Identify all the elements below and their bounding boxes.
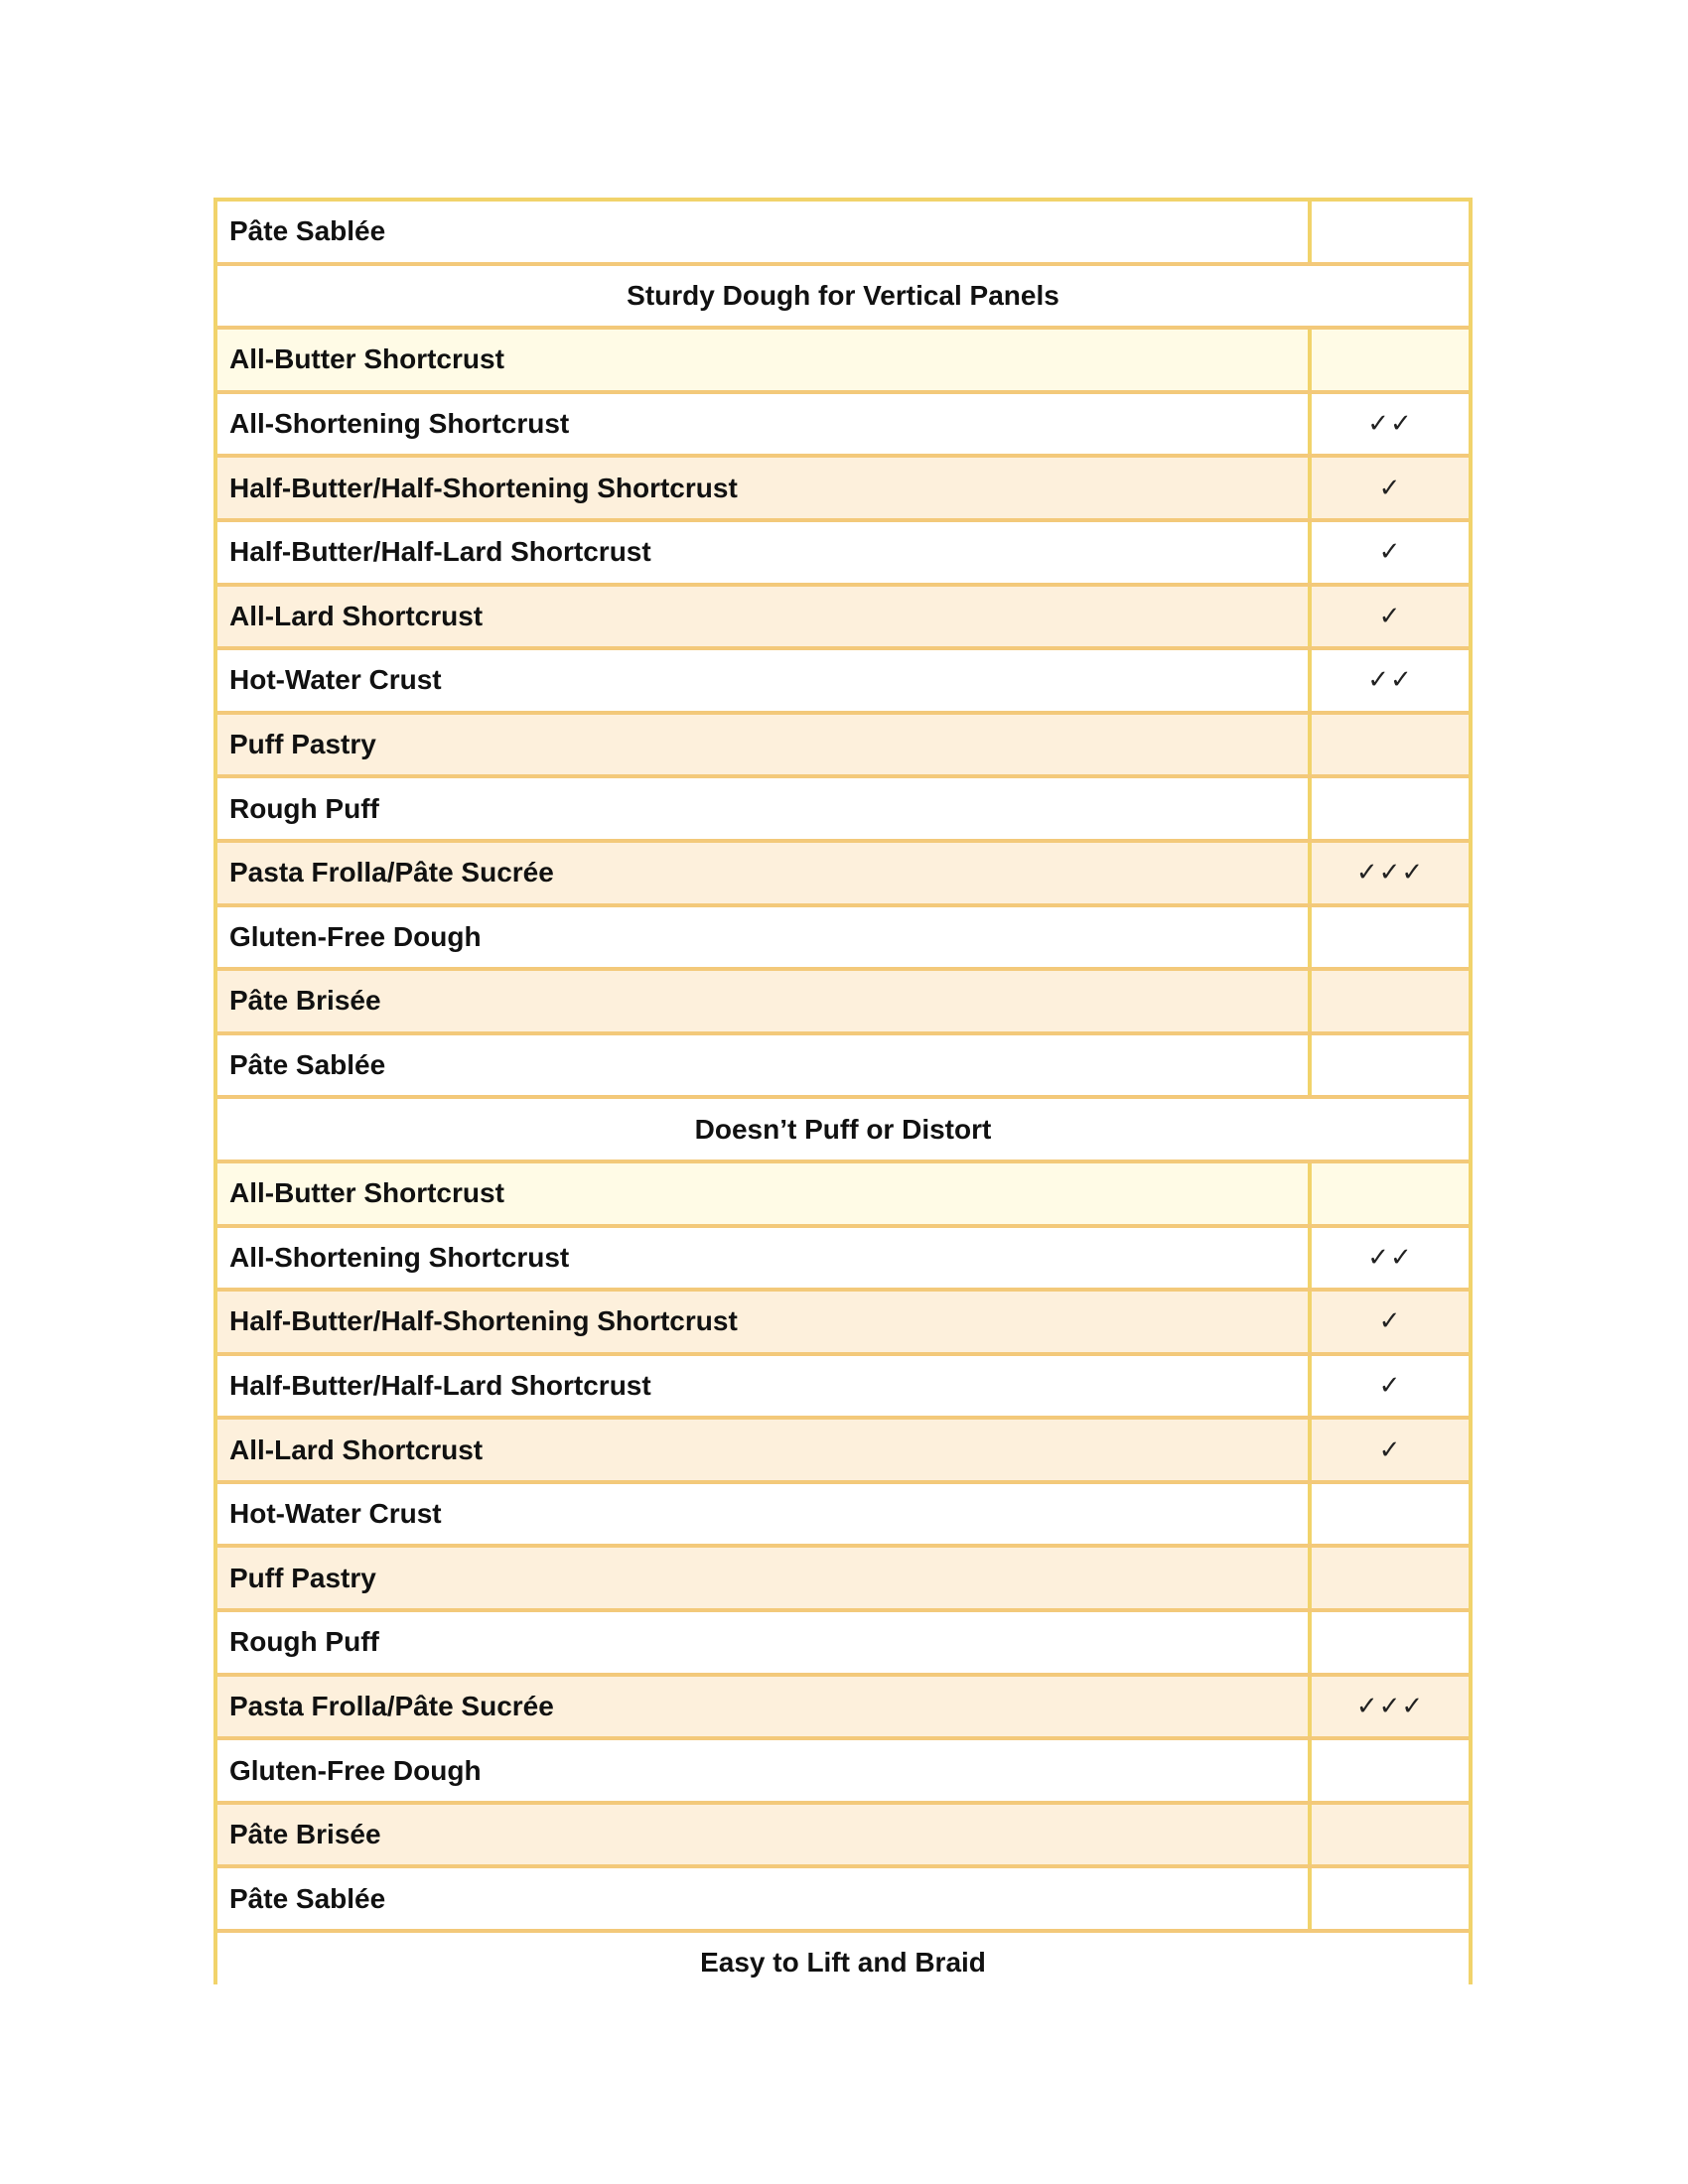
rating-checkmark-cell xyxy=(1312,715,1469,775)
dough-comparison-table-wrapper xyxy=(213,198,1473,1984)
table-row xyxy=(217,1740,1469,1805)
dough-name-cell: All-Shortening Shortcrust xyxy=(217,1228,1312,1289)
table-row xyxy=(217,1868,1469,1933)
dough-name-cell: Gluten-Free Dough xyxy=(217,907,1312,968)
section-header-title: Doesn’t Puff or Distort xyxy=(694,1113,992,1145)
rating-checkmark-cell: ✓ xyxy=(1378,537,1402,568)
table-row xyxy=(217,522,1469,587)
table-row xyxy=(217,1420,1469,1484)
rating-checkmark-cell: ✓✓ xyxy=(1367,665,1413,696)
table-row xyxy=(217,202,1469,266)
table-row xyxy=(217,715,1469,779)
rating-checkmark-cell: ✓✓✓ xyxy=(1355,858,1425,888)
rating-checkmark-cell xyxy=(1312,1035,1469,1096)
dough-name-cell: Half-Butter/Half-Lard Shortcrust xyxy=(217,1356,1312,1417)
dough-name-cell: Pasta Frolla/Pâte Sucrée xyxy=(217,843,1312,903)
dough-name-cell: Half-Butter/Half-Shortening Shortcrust xyxy=(217,1292,1312,1352)
dough-name-cell: Puff Pastry xyxy=(217,715,1312,775)
table-row xyxy=(217,1356,1469,1421)
table-row xyxy=(217,330,1469,394)
dough-name-cell: Hot-Water Crust xyxy=(217,650,1312,711)
rating-checkmark-cell xyxy=(1312,1612,1469,1673)
dough-name-cell: All-Butter Shortcrust xyxy=(217,1163,1312,1224)
dough-name-cell: All-Shortening Shortcrust xyxy=(217,394,1312,455)
rating-checkmark-cell xyxy=(1312,907,1469,968)
table-row xyxy=(217,1677,1469,1741)
section-header-row xyxy=(217,1933,1469,1984)
dough-comparison-table xyxy=(213,198,1473,1984)
rating-checkmark-cell xyxy=(1312,1163,1469,1224)
section-header-title: Sturdy Dough for Vertical Panels xyxy=(627,279,1059,311)
table-row xyxy=(217,458,1469,522)
table-row xyxy=(217,843,1469,907)
table-row xyxy=(217,394,1469,459)
dough-name-cell: Pâte Sablée xyxy=(217,1035,1312,1096)
table-row xyxy=(217,778,1469,843)
dough-name-cell: Pasta Frolla/Pâte Sucrée xyxy=(217,1677,1312,1737)
dough-name-cell: Pâte Sablée xyxy=(217,1868,1312,1929)
dough-name-cell: Puff Pastry xyxy=(217,1548,1312,1608)
rating-checkmark-cell xyxy=(1312,202,1469,262)
rating-checkmark-cell xyxy=(1312,1484,1469,1545)
table-row xyxy=(217,971,1469,1035)
rating-checkmark-cell: ✓ xyxy=(1378,1306,1402,1337)
table-row xyxy=(217,1484,1469,1549)
table-row xyxy=(217,1805,1469,1869)
rating-checkmark-cell xyxy=(1312,778,1469,839)
table-row xyxy=(217,1548,1469,1612)
dough-name-cell: Rough Puff xyxy=(217,778,1312,839)
rating-checkmark-cell: ✓ xyxy=(1378,1434,1402,1465)
rating-checkmark-cell: ✓✓✓ xyxy=(1355,1691,1425,1721)
table-row xyxy=(217,650,1469,715)
rating-checkmark-cell: ✓ xyxy=(1378,601,1402,631)
table-row xyxy=(217,1228,1469,1293)
rating-checkmark-cell xyxy=(1312,330,1469,390)
dough-name-cell: Hot-Water Crust xyxy=(217,1484,1312,1545)
dough-name-cell: Pâte Brisée xyxy=(217,971,1312,1031)
rating-checkmark-cell xyxy=(1312,1740,1469,1801)
dough-name-cell: Pâte Brisée xyxy=(217,1805,1312,1865)
dough-name-cell: All-Butter Shortcrust xyxy=(217,330,1312,390)
dough-name-cell: All-Lard Shortcrust xyxy=(217,587,1312,647)
table-row xyxy=(217,587,1469,651)
section-header-row xyxy=(217,1099,1469,1163)
section-header-row xyxy=(217,266,1469,331)
table-row xyxy=(217,907,1469,972)
rating-checkmark-cell xyxy=(1312,1548,1469,1608)
section-header-title: Easy to Lift and Braid xyxy=(700,1947,986,1979)
dough-name-cell: Gluten-Free Dough xyxy=(217,1740,1312,1801)
rating-checkmark-cell xyxy=(1312,1868,1469,1929)
dough-name-cell: Half-Butter/Half-Lard Shortcrust xyxy=(217,522,1312,583)
rating-checkmark-cell: ✓ xyxy=(1378,473,1402,503)
table-row xyxy=(217,1035,1469,1100)
rating-checkmark-cell xyxy=(1312,971,1469,1031)
table-row xyxy=(217,1612,1469,1677)
dough-name-cell: Half-Butter/Half-Shortening Shortcrust xyxy=(217,458,1312,518)
rating-checkmark-cell: ✓✓ xyxy=(1367,1242,1413,1273)
dough-name-cell: Pâte Sablée xyxy=(217,202,1312,262)
table-row xyxy=(217,1163,1469,1228)
rating-checkmark-cell xyxy=(1312,1805,1469,1865)
rating-checkmark-cell: ✓ xyxy=(1378,1370,1402,1401)
rating-checkmark-cell: ✓✓ xyxy=(1367,409,1413,440)
dough-name-cell: Rough Puff xyxy=(217,1612,1312,1673)
dough-name-cell: All-Lard Shortcrust xyxy=(217,1420,1312,1480)
table-row xyxy=(217,1292,1469,1356)
